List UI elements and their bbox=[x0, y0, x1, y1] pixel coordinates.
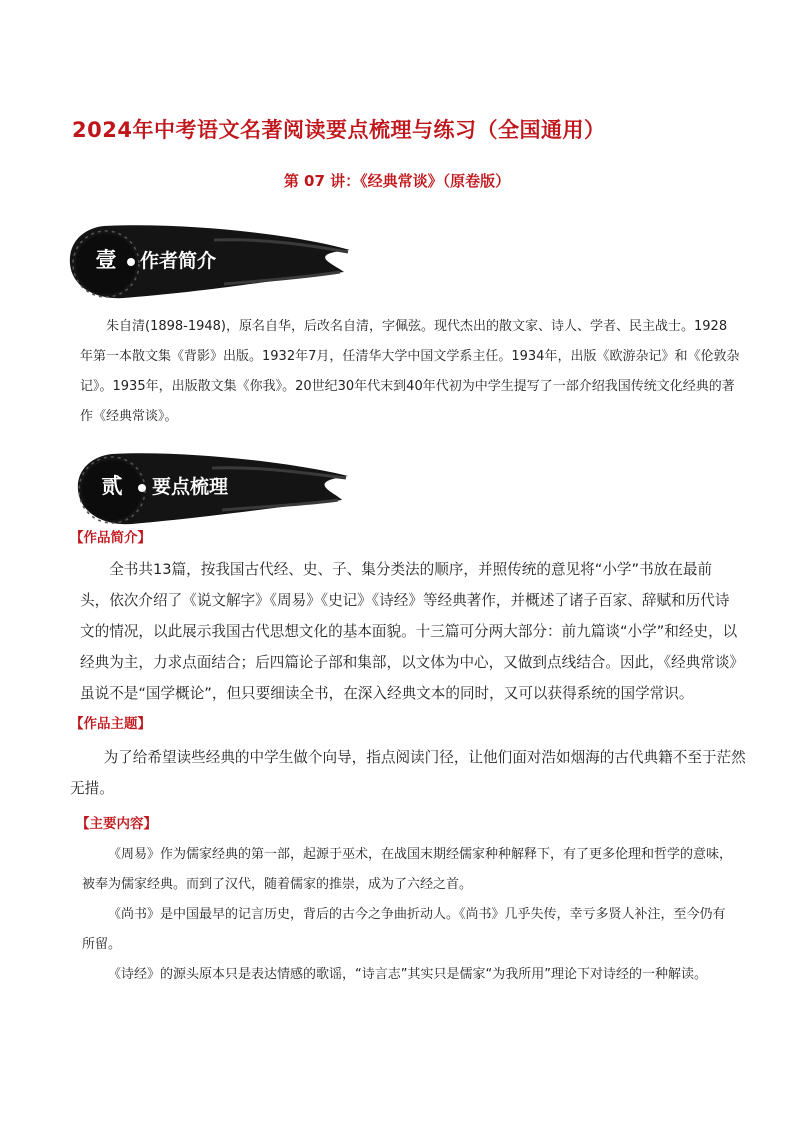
section-number: 贰 bbox=[101, 474, 123, 498]
intro-paragraph: 全书共13篇，按我国古代经、史、子、集分类法的顺序，并照传统的意见将“小学”书放在最前头，依次介绍了《说文解字》《周易》《史记》《诗经》等经典著作，并概述了诸子百家、辞赋和历代诗文的情况，以此展示我国古代思想文化的基本面貌。十三篇可分两大部分：前九篇谈“小学”和经史，以经典为主，力求点面结合；后四篇论子部和集部，以文体为中心，又做到点线结合。因此，《经典常谈》虽说不是“国学概论”，但只要细读全书，在深入经典文本的同时，又可以获得系统的国学常识。 bbox=[80, 561, 738, 702]
content-paragraph: 《诗经》的源头原本只是表达情感的歌谣，“诗言志”其实只是儒家“为我所用”理论下对诗经的一种解读。 bbox=[108, 967, 707, 982]
section-banner-author bbox=[64, 220, 354, 304]
author-paragraph: 朱自清(1898-1948)，原名自华，后改名自清，字佩弦。现代杰出的散文家、诗人、学者、民主战士。1928年第一本散文集《背影》出版。1932年7月，任清华大学中国文学系主任。1934年，出版《欧游杂记》和《伦敦杂记》。1935年，出版散文集《你我》。20世纪30年代末到40年代初为中学生提写了一部介绍我国传统文化经典的著作《经典常谈》。 bbox=[80, 319, 740, 424]
bullet-dot-icon bbox=[138, 484, 146, 492]
intro-tag: 【作品简介】 bbox=[70, 530, 151, 546]
section-banner-keypoints bbox=[72, 446, 352, 530]
content-paragraph: 《周易》作为儒家经典的第一部，起源于巫术，在战国末期经儒家种种解释下，有了更多伦理和哲学的意味，被奉为儒家经典。而到了汉代，随着儒家的推崇，成为了六经之首。 bbox=[82, 847, 733, 892]
section-label: 要点梳理 bbox=[152, 476, 229, 498]
content-tag: 【主要内容】 bbox=[76, 816, 157, 832]
theme-paragraph: 为了给希望读些经典的中学生做个向导，指点阅读门径，让他们面对浩如烟海的古代典籍不至于茫然无措。 bbox=[70, 749, 746, 797]
section-number: 壹 bbox=[95, 248, 117, 272]
section-label: 作者简介 bbox=[140, 250, 217, 272]
theme-tag: 【作品主题】 bbox=[70, 716, 151, 732]
document-title: 2024年中考语文名著阅读要点梳理与练习（全国通用） bbox=[72, 118, 606, 142]
lesson-subtitle: 第 07 讲：《经典常谈》（原卷版） bbox=[283, 172, 511, 190]
content-paragraph: 《尚书》是中国最早的记言历史，背后的古今之争曲折动人。《尚书》几乎失传，幸亏多贤人补注，至今仍有所留。 bbox=[82, 907, 726, 952]
bullet-dot-icon bbox=[127, 258, 135, 266]
